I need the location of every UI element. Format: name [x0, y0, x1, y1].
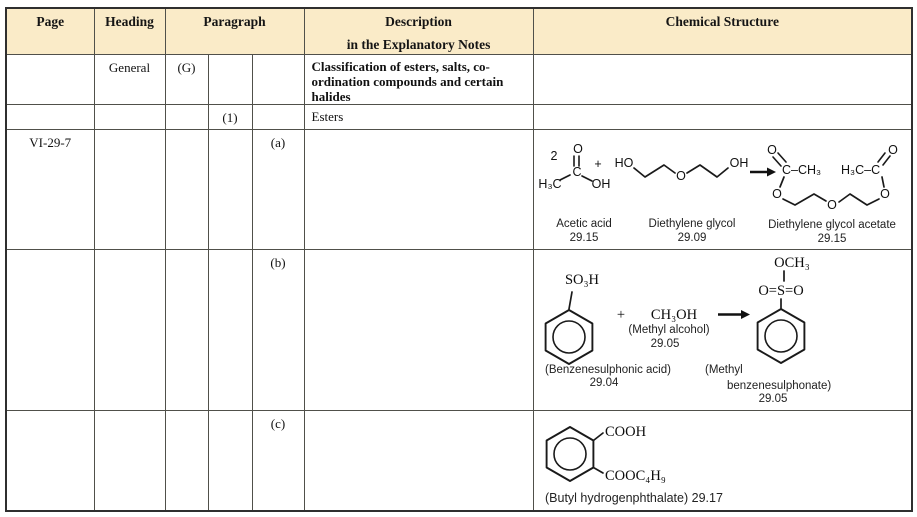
- single-bond-icon: [882, 177, 884, 187]
- single-bond-icon: [593, 467, 603, 473]
- benzene-ring-icon: [553, 321, 585, 353]
- col-header-paragraph: Paragraph: [165, 8, 304, 54]
- col-header-description: [304, 8, 533, 54]
- heading-cell: General: [94, 54, 165, 104]
- page-cell: [6, 249, 94, 410]
- paragraph-cell-3: [252, 104, 304, 129]
- compound-name: Acetic acid: [555, 217, 612, 230]
- description-cell: Esters: [304, 104, 533, 129]
- paragraph-cell-2: [208, 129, 252, 249]
- paragraph-cell-1: [165, 104, 208, 129]
- hs-code: 29.15: [569, 231, 598, 244]
- paragraph-cell-1: (G): [165, 54, 208, 104]
- hs-code: 29.05: [758, 392, 787, 405]
- table-row-c: [6, 410, 912, 511]
- double-bond-icon: [778, 153, 786, 162]
- group-h3c: H₃C: [537, 176, 562, 191]
- group-ch3oh: CH₃OH: [650, 306, 697, 323]
- benzene-ring-icon: [765, 320, 797, 352]
- paragraph-cell-3: [252, 54, 304, 104]
- page-cell: [6, 104, 94, 129]
- hs-code: 29.15: [817, 232, 846, 245]
- chain-bond-icon: [839, 194, 879, 205]
- atom-o-icon: O: [879, 186, 890, 201]
- description-cell: Classification of esters, salts, co-ordination compounds and certain halides: [304, 54, 533, 104]
- description-cell: [304, 410, 533, 511]
- single-bond-icon: [780, 177, 784, 187]
- paragraph-cell-1: [165, 129, 208, 249]
- page-cell: VI-29-7: [6, 129, 94, 249]
- paragraph-cell-3: (b): [252, 249, 304, 410]
- single-bond-icon: [593, 433, 603, 441]
- col-header-heading: Heading: [94, 8, 165, 54]
- reaction-arrow-icon: [767, 167, 776, 176]
- chemical-cell: [533, 249, 912, 410]
- group-oh: OH: [729, 155, 748, 170]
- single-bond-icon: [569, 292, 572, 309]
- table-header-row: [6, 8, 912, 54]
- heading-cell: [94, 104, 165, 129]
- table-row-a: [6, 129, 912, 249]
- table-row-general: [6, 54, 912, 104]
- description-header-line1: Description: [385, 14, 452, 29]
- group-cooc4h9: COOC₄H₉: [604, 467, 666, 484]
- description-cell: [304, 249, 533, 410]
- group-och3: OCH₃: [773, 254, 810, 271]
- reaction-c-structure-image: [534, 411, 911, 510]
- paragraph-cell-3: (c): [252, 410, 304, 511]
- compound-name: (Benzenesulphonic acid): [544, 363, 671, 376]
- heading-cell: [94, 410, 165, 511]
- compound-name: Diethylene glycol acetate: [767, 218, 896, 231]
- paragraph-cell-3: (a): [252, 129, 304, 249]
- group-oso: O=S=O: [757, 282, 804, 299]
- single-bond-icon: [582, 176, 592, 181]
- chain-bond-icon: [687, 165, 728, 177]
- chemical-cell: [533, 54, 912, 104]
- reaction-b-structure-image: [534, 250, 911, 410]
- compound-name: benzenesulphonate): [726, 379, 831, 392]
- heading-cell: [94, 249, 165, 410]
- double-bond-icon: [883, 156, 890, 165]
- atom-o-icon: O: [572, 141, 583, 156]
- group-h3c-c: H₃C–C: [840, 162, 880, 177]
- atom-o-icon: O: [887, 142, 898, 157]
- paragraph-cell-2: (1): [208, 104, 252, 129]
- atom-o-icon: O: [675, 168, 686, 183]
- group-cooh: COOH: [604, 423, 646, 440]
- plus-sign: +: [616, 306, 625, 323]
- paragraph-cell-2: [208, 54, 252, 104]
- chemical-cell: [533, 129, 912, 249]
- atom-c-icon: C: [572, 164, 582, 179]
- chemical-cell: [533, 410, 912, 511]
- compound-name: (Methyl alcohol): [627, 323, 710, 336]
- col-header-page: Page: [6, 8, 94, 54]
- stoichiometric-coefficient: 2: [550, 148, 557, 163]
- atom-o-icon: O: [826, 197, 837, 212]
- table-row-esters: [6, 104, 912, 129]
- hs-code: 29.09: [677, 231, 706, 244]
- group-so3h: SO₃H: [564, 271, 599, 288]
- compound-name: Diethylene glycol: [648, 217, 735, 230]
- paragraph-cell-1: [165, 249, 208, 410]
- heading-cell: [94, 129, 165, 249]
- group-ho: HO: [614, 155, 633, 170]
- description-cell: [304, 129, 533, 249]
- hs-code: 29.05: [650, 337, 679, 350]
- double-bond-icon: [773, 157, 781, 166]
- compound-name: (Methyl: [704, 363, 743, 376]
- chain-bond-icon: [634, 165, 675, 177]
- reaction-arrow-icon: [741, 310, 750, 319]
- hs-code: 29.04: [589, 376, 618, 389]
- col-header-chemical: Chemical Structure: [533, 8, 912, 54]
- benzene-ring-icon: [554, 438, 586, 470]
- reaction-a-structure-image: [534, 130, 911, 249]
- group-c-ch3: C–CH₃: [781, 162, 821, 177]
- paragraph-cell-1: [165, 410, 208, 511]
- chemical-cell: [533, 104, 912, 129]
- plus-sign: +: [593, 156, 602, 171]
- description-header-line2: in the Explanatory Notes: [346, 37, 491, 52]
- chain-bond-icon: [783, 194, 826, 205]
- table-row-b: [6, 249, 912, 410]
- page-cell: [6, 410, 94, 511]
- explanatory-notes-table: [5, 7, 913, 512]
- paragraph-cell-2: [208, 249, 252, 410]
- paragraph-cell-2: [208, 410, 252, 511]
- compound-name: (Butyl hydrogenphthalate) 29.17: [544, 490, 723, 505]
- group-oh: OH: [591, 176, 610, 191]
- atom-o-icon: O: [771, 186, 782, 201]
- double-bond-icon: [878, 153, 885, 162]
- page-cell: [6, 54, 94, 104]
- atom-o-icon: O: [766, 142, 777, 157]
